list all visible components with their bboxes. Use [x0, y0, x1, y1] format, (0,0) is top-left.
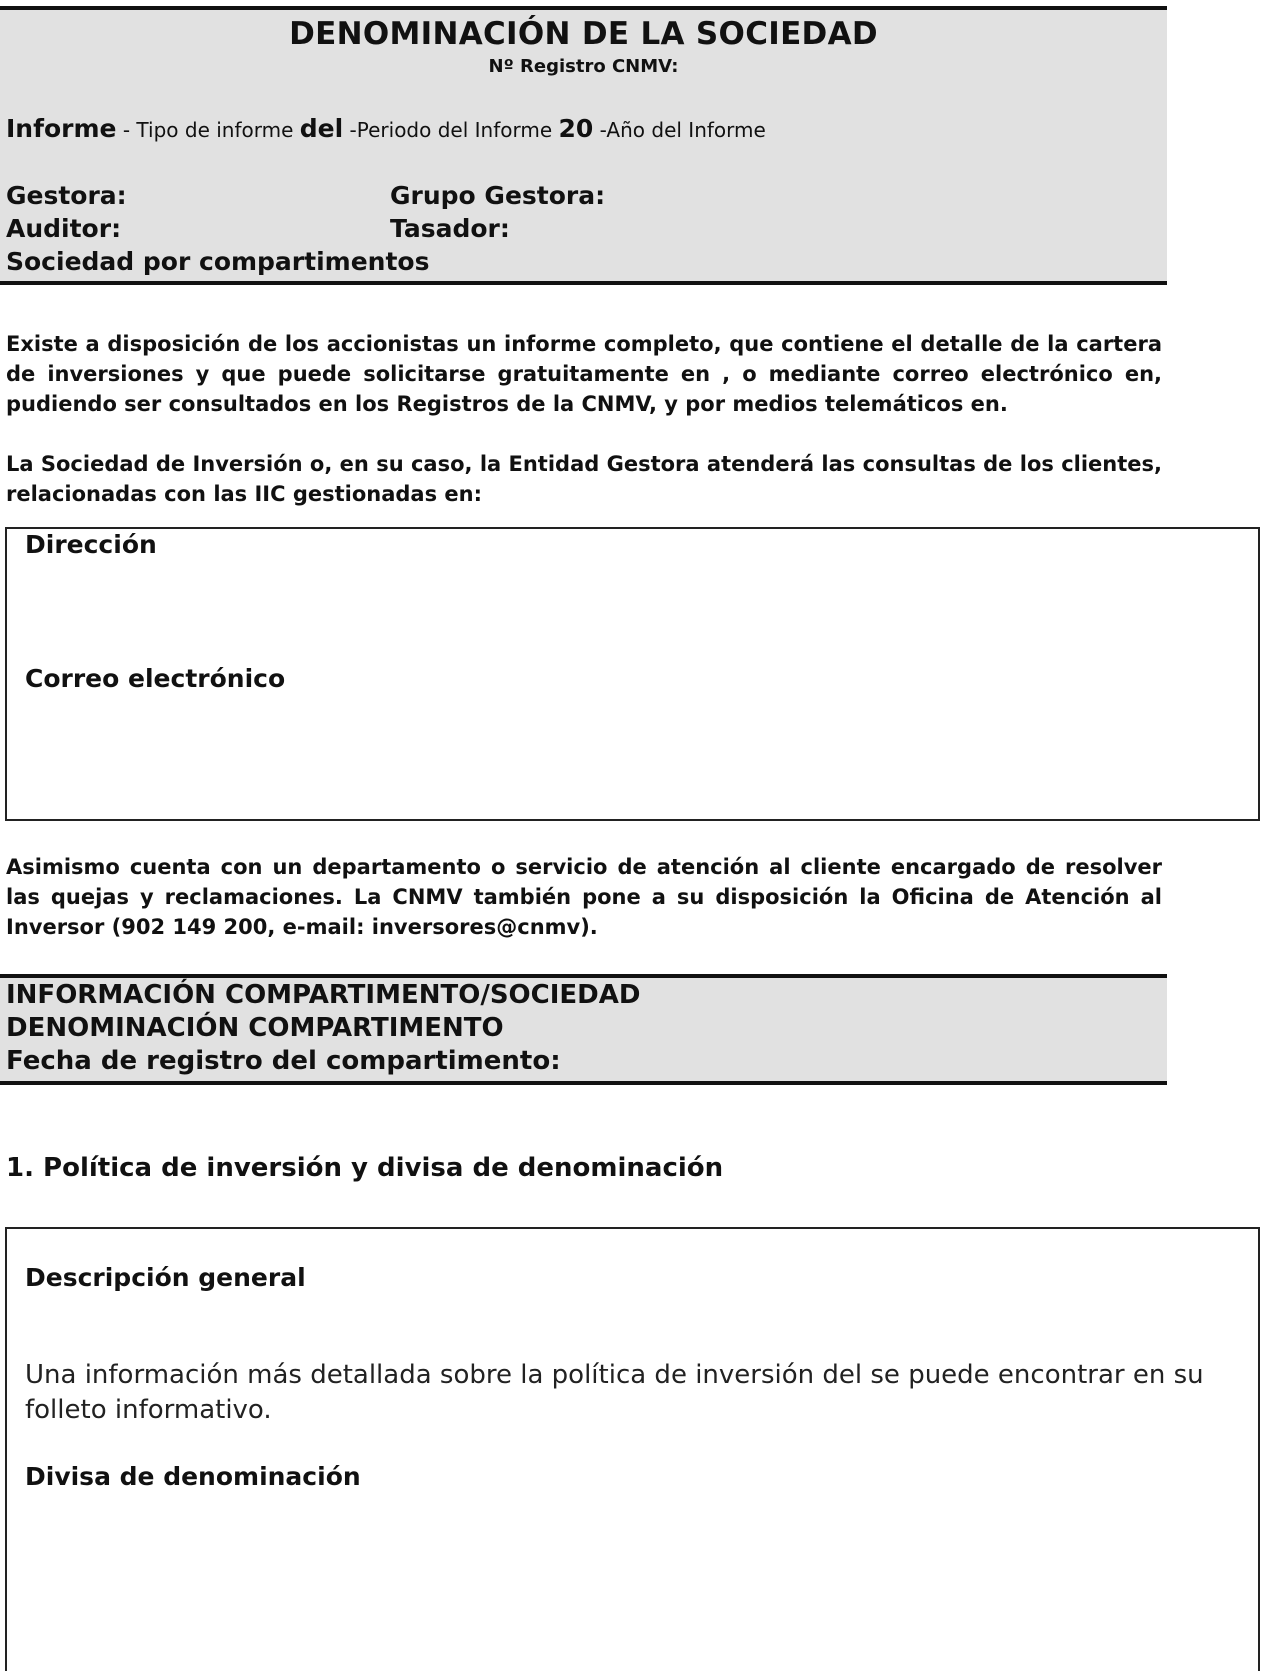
info-compartimento-label: INFORMACIÓN COMPARTIMENTO/SOCIEDAD	[6, 980, 641, 1010]
denominacion-compartimento-label: DENOMINACIÓN COMPARTIMENTO	[6, 1013, 504, 1043]
tasador-label: Tasador:	[390, 214, 510, 243]
atencion-cliente-paragraph: Asimismo cuenta con un departamento o servicio de atención al cliente encargado de resolver las quejas y reclamaciones. La CNMV también pone a su disposición la Oficina de Atención al Inversor (902 149 200, e-mail: inversores@cnmv).	[6, 855, 1162, 939]
informe-disposicion-paragraph: Existe a disposición de los accionistas un informe completo, que contiene el detalle de la cartera de inversiones y que puede solicitarse gratuitamente en , o mediante correo electrónico en, pudiendo ser consultados en los Registros de la CNMV, y por medios telemáticos en.	[6, 332, 1162, 416]
auditor-label: Auditor:	[6, 214, 122, 243]
informe-word: Informe	[6, 114, 117, 143]
consultas-paragraph: La Sociedad de Inversión o, en su caso, la Entidad Gestora atenderá las consultas de los clientes, relacionadas con las IIC gestionadas en:	[6, 452, 1162, 506]
section-title: 1. Política de inversión y divisa de denominación	[6, 1153, 724, 1183]
company-name-title: DENOMINACIÓN DE LA SOCIEDAD	[289, 16, 878, 52]
anio-informe: -Año del Informe	[593, 118, 766, 142]
sociedad-compartimentos-label: Sociedad por compartimentos	[6, 247, 430, 276]
registro-cnmv: Nº Registro CNMV:	[488, 56, 679, 77]
gestora-label: Gestora:	[6, 181, 127, 210]
grupo-gestora-label: Grupo Gestora:	[390, 181, 606, 210]
fecha-registro-label: Fecha de registro del compartimento:	[6, 1046, 561, 1076]
policy-box	[5, 1227, 1260, 1671]
descripcion-general-label: Descripción general	[25, 1263, 306, 1292]
year-prefix: 20	[558, 114, 594, 143]
correo-electronico-label: Correo electrónico	[25, 664, 286, 693]
del-word: del	[299, 114, 344, 143]
descripcion-text: Una información más detallada sobre la política de inversión del se puede encontrar en su folleto informativo.	[25, 1360, 1204, 1425]
periodo-informe: -Periodo del Informe	[343, 118, 559, 142]
divisa-label: Divisa de denominación	[25, 1462, 361, 1491]
report-line	[6, 114, 766, 143]
direccion-label: Dirección	[25, 530, 157, 559]
tipo-informe: - Tipo de informe	[116, 118, 300, 142]
